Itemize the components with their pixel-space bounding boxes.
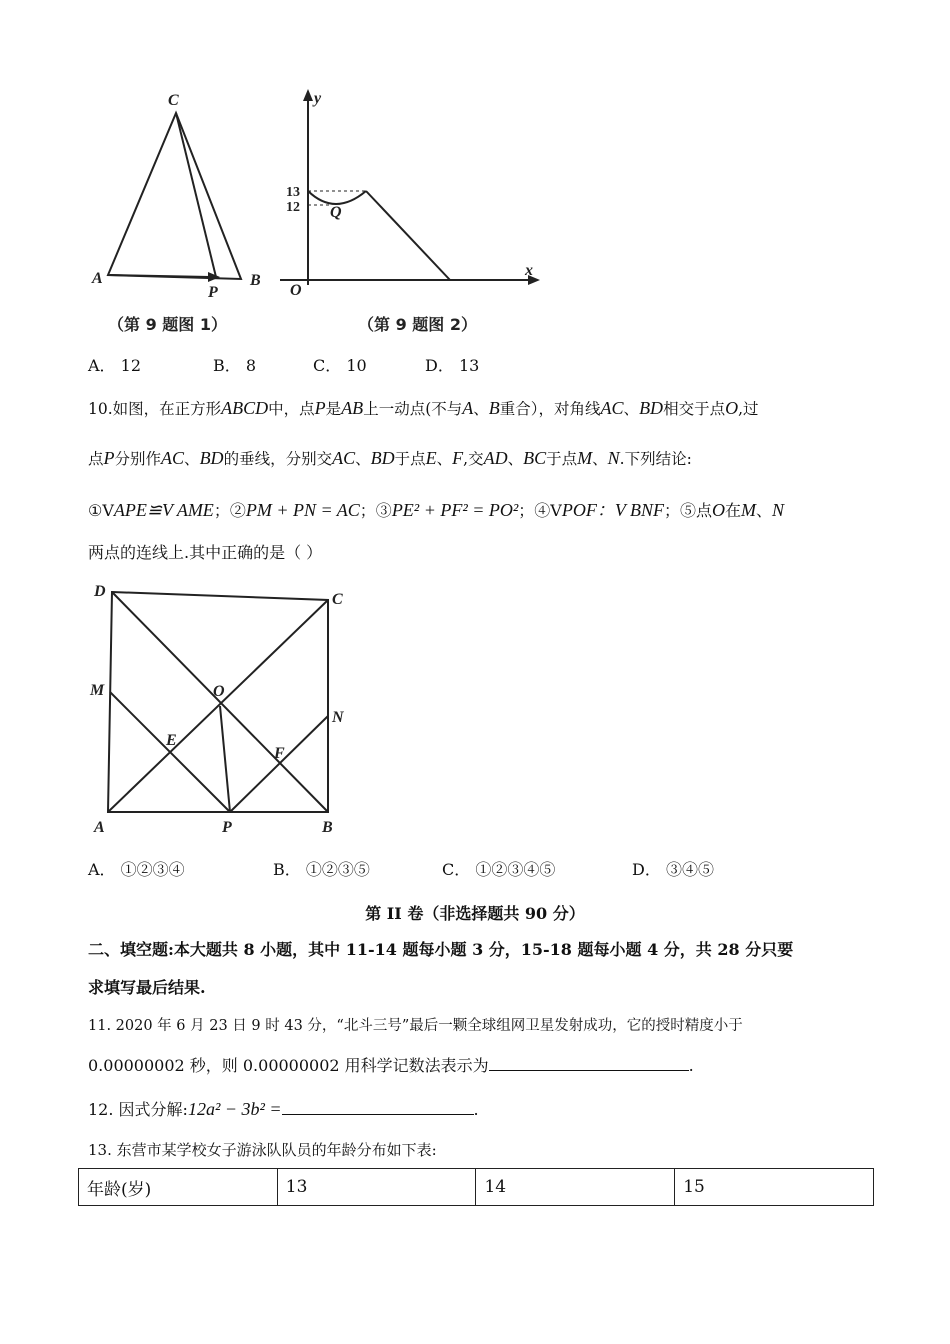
label-D: D [94, 583, 106, 600]
age-table [78, 1168, 874, 1206]
table-cell: 13 [277, 1169, 476, 1206]
origin-label: O [290, 282, 302, 299]
part2-title: 第 II 卷（非选择题共 90 分） [365, 904, 585, 923]
q10-line-4: 两点的连线上.其中正确的是（ ） [88, 543, 323, 562]
q9-option-d: D． 13 [425, 356, 480, 375]
q10-option-a: A． ①②③④ [88, 860, 185, 879]
figure-caption: （第 9 题图 2） [358, 315, 477, 334]
table-cell: 15 [675, 1169, 874, 1206]
figure-caption: （第 9 题图 1） [108, 315, 227, 334]
axis-x-label: x [525, 262, 533, 279]
q9-option-c: C． 10 [313, 356, 367, 375]
q10-option-c: C． ①②③④⑤ [442, 860, 556, 879]
label-E: E [166, 732, 177, 749]
axis-y-label: y [314, 90, 322, 107]
q10-line-1: 10.如图，在正方形ABCD中，点P是AB上一动点(不与A、B重合），对角线AC、BD相交于点O,过 [88, 398, 759, 418]
label-N: N [332, 709, 344, 726]
q11-line-2: 0.00000002 秒，则 0.00000002 用科学记数法表示为 . [88, 1056, 694, 1075]
q10-line-3: ①VAPE≌V AME；②PM + PN = AC；③PE² + PF² = PO²；④VPOF：V BNF；⑤点O在M、N [88, 500, 785, 520]
label-A: A [94, 819, 105, 836]
answer-blank[interactable] [489, 1054, 689, 1071]
tick-13: 13 [286, 185, 300, 200]
table-cell: 14 [476, 1169, 675, 1206]
q10-option-b: B． ①②③⑤ [273, 860, 370, 879]
q9-figure-2 [280, 85, 545, 340]
q12: 12. 因式分解:12a² − 3b² = . [88, 1099, 479, 1119]
label-P: P [222, 819, 232, 836]
label-B: B [322, 819, 333, 836]
label-F: F [274, 745, 285, 762]
answer-blank[interactable] [282, 1098, 474, 1115]
label-M: M [90, 682, 105, 699]
q13-text: 13. 东营市某学校女子游泳队队员的年龄分布如下表: [88, 1141, 437, 1159]
q10-figure [86, 580, 356, 842]
q10-option-d: D． ③④⑤ [632, 860, 714, 879]
q9-option-b: B． 8 [213, 356, 257, 375]
point-Q-label: Q [330, 204, 342, 221]
label-O: O [213, 683, 225, 700]
label-C: C [168, 92, 179, 109]
q11-line-1: 11. 2020 年 6 月 23 日 9 时 43 分，“北斗三号”最后一颗全球组网卫星发射成功，它的授时精度小于 [88, 1018, 743, 1034]
section-heading-line-1: 二、填空题:本大题共 8 小题，其中 11-14 题每小题 3 分，15-18 题每小题 4 分，共 28 分只要 [88, 940, 794, 959]
section-heading-line-2: 求填写最后结果. [88, 978, 206, 997]
table-row [79, 1169, 874, 1206]
label-B: B [250, 272, 261, 289]
q10-line-2: 点P分别作AC、BD的垂线，分别交AC、BD于点E、F,交AD、BC于点M、N.下列结论: [88, 448, 692, 468]
label-A: A [92, 270, 103, 287]
label-P: P [208, 284, 218, 301]
tick-12: 12 [286, 200, 300, 215]
label-C: C [332, 591, 343, 608]
table-header-cell: 年龄(岁) [79, 1169, 278, 1206]
q9-option-a: A． 12 [88, 356, 142, 375]
q9-figure-1 [80, 85, 280, 340]
